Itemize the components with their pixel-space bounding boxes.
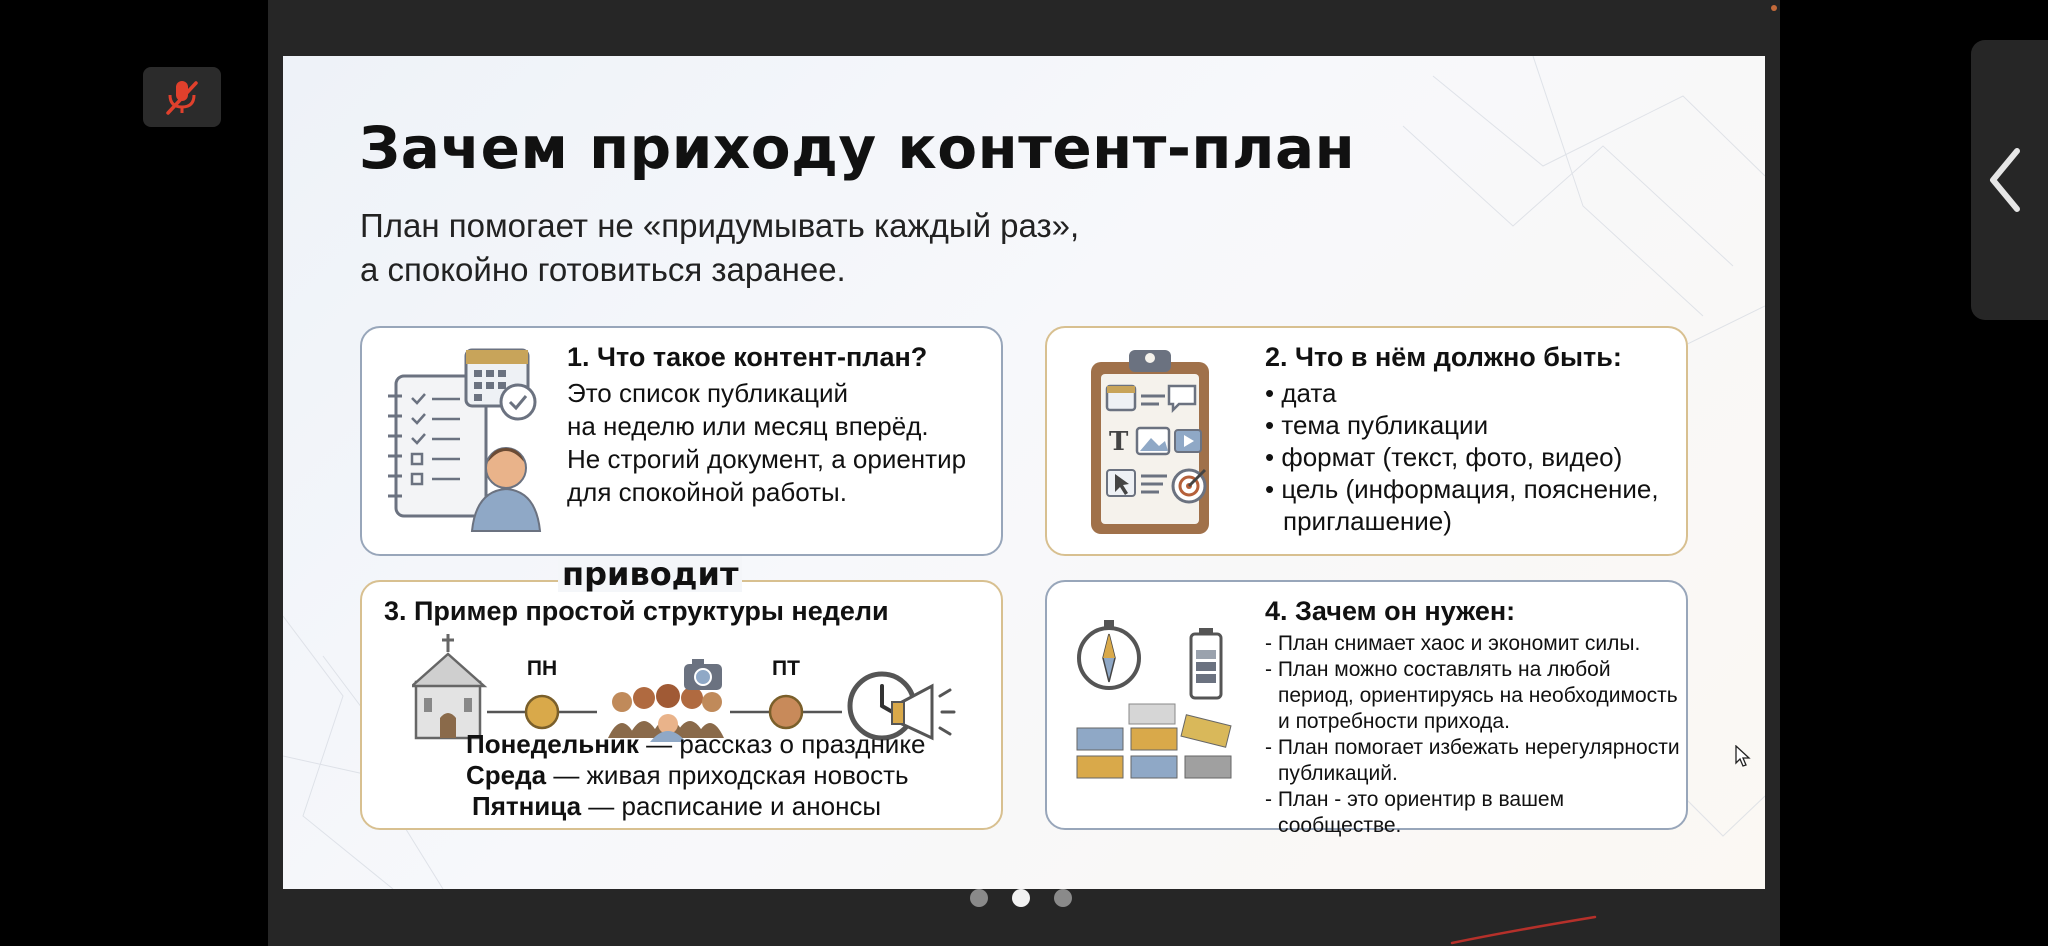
- card3-title: 3. Пример простой структуры недели: [384, 596, 889, 626]
- side-panel-toggle[interactable]: [1971, 40, 2048, 320]
- presentation-slide: [283, 56, 1765, 889]
- compass-blocks-icon: [1075, 618, 1245, 788]
- planner-person-icon: [384, 346, 544, 536]
- page-dot[interactable]: [970, 889, 988, 907]
- clipboard-content-icon: [1085, 346, 1225, 541]
- card4-reasons: [1265, 631, 1685, 839]
- mouse-cursor-icon: [1735, 745, 1751, 767]
- card2-title: 2. Что в нём должно быть:: [1265, 342, 1622, 372]
- schedule-line: Среда — живая приходская новость: [466, 760, 909, 790]
- card4-reason: - План снимает хаос и экономит силы.: [1265, 631, 1685, 657]
- card1-line: на неделю или месяц вперёд.: [567, 411, 929, 441]
- card4-reason: - План - это ориентир в вашем сообществе.: [1265, 787, 1685, 839]
- card2-bullets: [1265, 377, 1685, 537]
- card1-line: для спокойной работы.: [567, 477, 847, 507]
- card1-title: 1. Что такое контент-план?: [567, 342, 928, 372]
- card1-line: Это список публикаций: [567, 378, 849, 408]
- card2-bullet: • цель (информация, пояснение, приглашение): [1265, 473, 1685, 537]
- card1-line: Не строгий документ, а ориентир: [567, 444, 967, 474]
- mic-mute-button[interactable]: [143, 67, 221, 127]
- recording-indicator: [1771, 5, 1777, 11]
- church-icon: [412, 634, 484, 738]
- card-week-structure: [360, 580, 1003, 830]
- card2-bullet: • дата: [1265, 377, 1685, 409]
- overlay-word: приводит: [558, 556, 742, 592]
- card4-reason: - План помогает избежать нерегулярности публикаций.: [1265, 735, 1685, 787]
- card-what-is-content-plan: [360, 326, 1003, 556]
- mic-muted-icon: [160, 75, 204, 119]
- page-dot[interactable]: [1054, 889, 1072, 907]
- card2-bullet: • формат (текст, фото, видео): [1265, 441, 1685, 473]
- schedule-line: Пятница — расписание и анонсы: [472, 791, 882, 821]
- card4-title: 4. Зачем он нужен:: [1265, 596, 1516, 626]
- day-label-mon: ПН: [526, 657, 558, 680]
- annotation-stroke: [1450, 915, 1600, 945]
- svg-text:T: T: [1109, 427, 1129, 457]
- page-dot-active[interactable]: [1012, 889, 1030, 907]
- card4-reason: - План можно составлять на любой период, ориентируясь на необходимость и потребности прихода.: [1265, 657, 1685, 735]
- schedule-line: Понедельник — рассказ о празднике: [466, 729, 926, 759]
- card2-bullet: • тема публикации: [1265, 409, 1685, 441]
- card-what-should-be-in-it: [1045, 326, 1688, 556]
- day-label-fri: ПТ: [772, 657, 800, 680]
- subtitle-line-2: а спокойно готовиться заранее.: [360, 251, 846, 288]
- week-timeline-illustration: [412, 632, 972, 742]
- subtitle-line-1: План помогает не «придумывать каждый раз»,: [360, 207, 1080, 244]
- slide-pagination: [970, 889, 1072, 909]
- card-why-needed: [1045, 580, 1688, 837]
- card1-body: [567, 377, 987, 509]
- slide-subtitle: [360, 204, 1079, 292]
- slide-title: Зачем приходу контент-план: [359, 114, 1356, 182]
- chevron-left-icon: [1985, 145, 2025, 215]
